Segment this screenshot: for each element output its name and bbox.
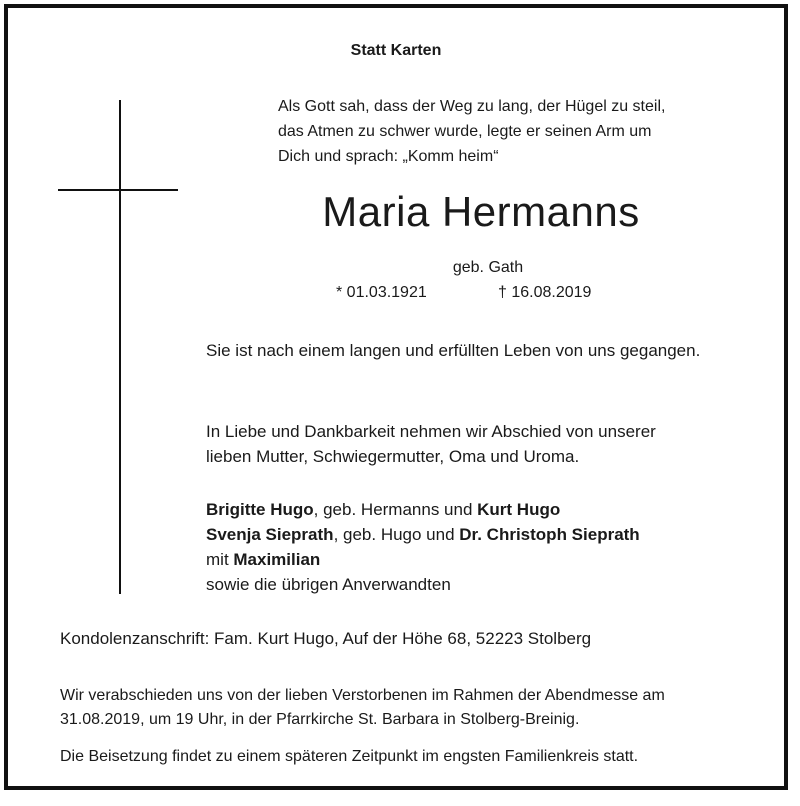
family-text: , geb. Hugo und — [333, 525, 460, 544]
family-name: Dr. Christoph Sieprath — [459, 525, 640, 544]
poem-line: Dich und sprach: „Komm heim“ — [278, 148, 499, 165]
header-text: Statt Karten — [350, 42, 442, 59]
family-line — [206, 497, 766, 522]
passing-paragraph: Sie ist nach einem langen und erfüllten Leben von uns gegangen. — [206, 341, 701, 360]
farewell-line: lieben Mutter, Schwiegermutter, Oma und Uroma. — [206, 447, 580, 466]
family-name: Svenja Sieprath — [206, 525, 334, 544]
death-date: † 16.08.2019 — [498, 284, 592, 301]
deceased-name: Maria Hermanns — [322, 188, 640, 235]
farewell-paragraph — [206, 419, 754, 469]
family-line — [206, 547, 766, 572]
family-name: Brigitte Hugo — [206, 500, 314, 519]
birth-date: * 01.03.1921 — [336, 284, 427, 301]
cross-vertical-bar — [119, 100, 121, 594]
poem-line: das Atmen zu schwer wurde, legte er seinen Arm um — [278, 123, 652, 140]
service-line: Wir verabschieden uns von der lieben Verstorbenen im Rahmen der Abendmesse am — [60, 687, 665, 704]
cross-horizontal-bar — [58, 189, 178, 191]
farewell-line: In Liebe und Dankbarkeit nehmen wir Abschied von unserer — [206, 422, 656, 441]
service-info — [60, 684, 760, 732]
service-line: 31.08.2019, um 19 Uhr, in der Pfarrkirche St. Barbara in Stolberg-Breinig. — [60, 711, 580, 728]
family-name: Kurt Hugo — [477, 500, 561, 519]
poem — [278, 94, 748, 169]
burial-info: Die Beisetzung findet zu einem späteren Zeitpunkt im engsten Familienkreis statt. — [60, 748, 639, 765]
family-name: Maximilian — [233, 550, 321, 569]
condolence-address: Kondolenzanschrift: Fam. Kurt Hugo, Auf der Höhe 68, 52223 Stolberg — [60, 629, 592, 648]
family-line: sowie die übrigen Anverwandten — [206, 575, 451, 594]
obituary-notice — [4, 4, 788, 790]
family-line — [206, 522, 766, 547]
family-text: , geb. Hermanns und — [313, 500, 478, 519]
poem-line: Als Gott sah, dass der Weg zu lang, der Hügel zu steil, — [278, 98, 666, 115]
family-text: mit — [206, 550, 234, 569]
maiden-name: geb. Gath — [452, 259, 524, 276]
family-signatures — [206, 497, 766, 597]
